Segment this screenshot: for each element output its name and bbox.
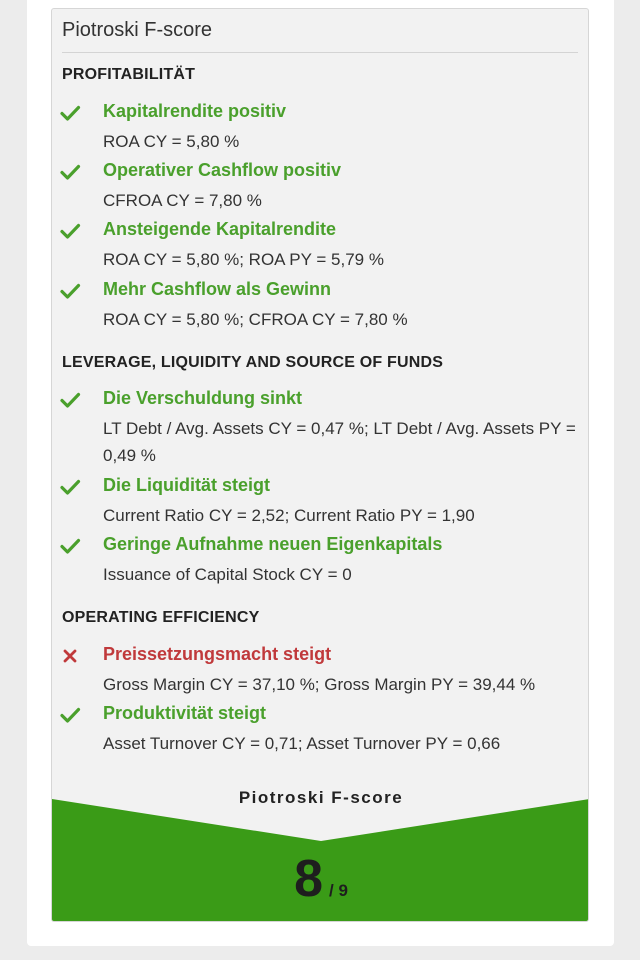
- score-number: 8: [294, 850, 323, 908]
- piotroski-panel: [51, 8, 589, 922]
- criterion-title: Die Verschuldung sinkt: [103, 388, 303, 408]
- criterion-detail: Asset Turnover CY = 0,71; Asset Turnover PY = 0,66: [103, 734, 501, 753]
- criterion-title: Produktivität steigt: [103, 703, 267, 723]
- criterion-detail: ROA CY = 5,80 %: [103, 132, 240, 151]
- section-heading-operating-efficiency: OPERATING EFFICIENCY: [62, 609, 260, 626]
- check-icon: [59, 704, 81, 726]
- criterion-title: Die Liquidität steigt: [103, 475, 271, 495]
- criterion-title: Mehr Cashflow als Gewinn: [103, 279, 332, 299]
- criterion-title: Preissetzungsmacht steigt: [103, 644, 332, 664]
- score-max: / 9: [329, 881, 348, 900]
- score-label: Piotroski F-score: [238, 788, 404, 807]
- criterion-detail: CFROA CY = 7,80 %: [103, 191, 262, 210]
- section-heading-leverage: LEVERAGE, LIQUIDITY AND SOURCE OF FUNDS: [62, 354, 444, 371]
- criterion-detail: Current Ratio CY = 2,52; Current Ratio PY = 1,90: [103, 506, 475, 525]
- check-icon: [59, 389, 81, 411]
- cross-icon: [59, 645, 81, 667]
- check-icon: [59, 535, 81, 557]
- criterion-detail: LT Debt / Avg. Assets CY = 0,47 %; LT Debt / Avg. Assets PY = 0,49 %: [103, 419, 576, 465]
- check-icon: [59, 280, 81, 302]
- section-heading-profitability: PROFITABILITÄT: [62, 66, 196, 83]
- criterion-detail: ROA CY = 5,80 %; CFROA CY = 7,80 %: [103, 310, 408, 329]
- criterion-title: Ansteigende Kapitalrendite: [103, 219, 337, 239]
- criterion-detail: Gross Margin CY = 37,10 %; Gross Margin PY = 39,44 %: [103, 675, 536, 694]
- criterion-detail: ROA CY = 5,80 %; ROA PY = 5,79 %: [103, 250, 384, 269]
- criterion-title: Geringe Aufnahme neuen Eigenkapitals: [103, 534, 443, 554]
- check-icon: [59, 220, 81, 242]
- panel-title: Piotroski F-score: [62, 19, 213, 41]
- score-value: [52, 849, 589, 909]
- criterion-detail: Issuance of Capital Stock CY = 0: [103, 565, 352, 584]
- check-icon: [59, 476, 81, 498]
- criterion-title: Kapitalrendite positiv: [103, 101, 287, 121]
- check-icon: [59, 161, 81, 183]
- title-divider: [62, 52, 578, 53]
- criterion-title: Operativer Cashflow positiv: [103, 160, 342, 180]
- check-icon: [59, 102, 81, 124]
